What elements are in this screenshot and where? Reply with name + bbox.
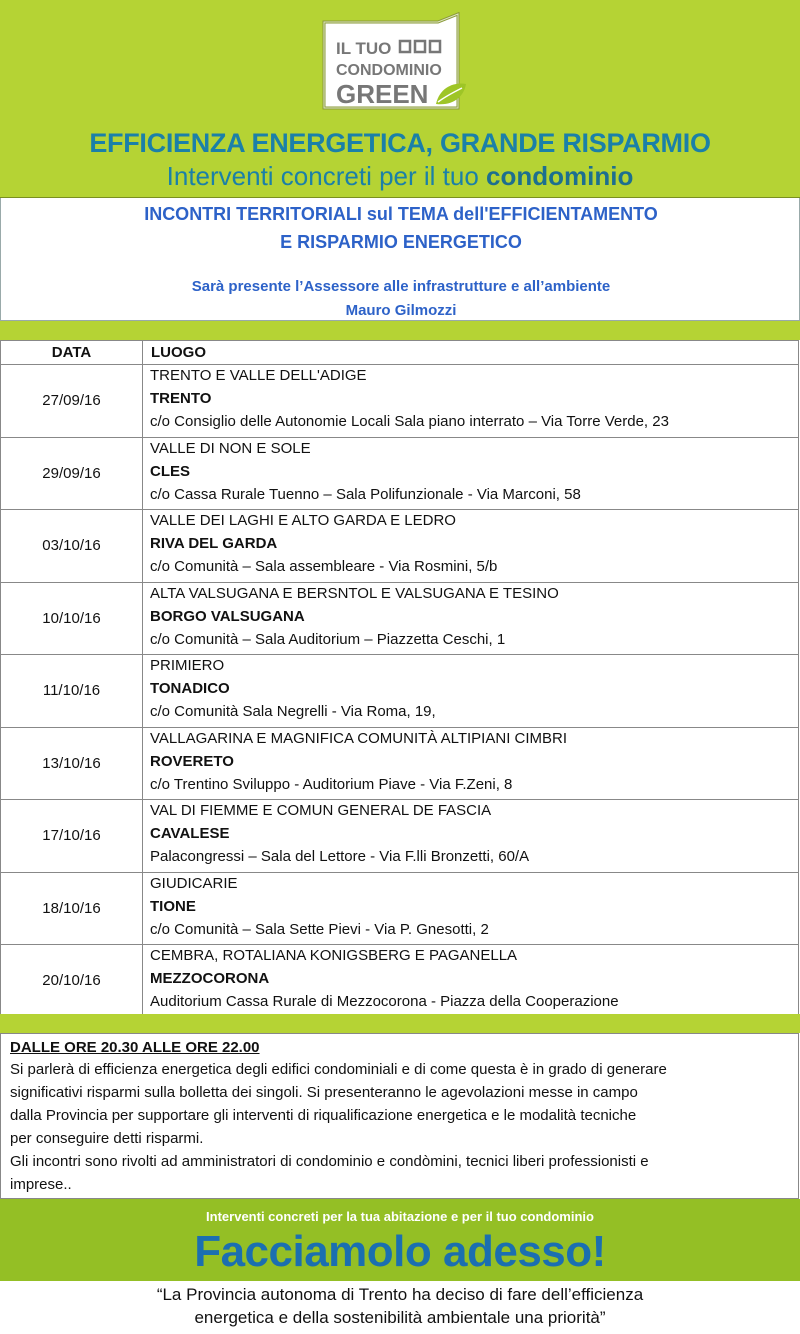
row-city: ROVERETO	[150, 752, 234, 770]
row-venue: Auditorium Cassa Rurale di Mezzocorona - Piazza della Cooperazione	[150, 993, 619, 1010]
description-line: Gli incontri sono rivolti ad amministratori di condominio e condòmini, tecnici liberi professionisti e	[10, 1153, 649, 1170]
description-line: per conseguire detti risparmi.	[10, 1130, 204, 1147]
intro-title-line2: E RISPARMIO ENERGETICO	[280, 232, 522, 252]
row-city: MEZZOCORONA	[150, 970, 270, 987]
row-date: 13/10/16	[42, 754, 101, 772]
quote-box	[0, 1281, 800, 1334]
description-line: dalla Provincia per supportare gli interventi di riqualificazione energetica e le modalità tecniche	[10, 1107, 637, 1124]
row-date: 11/10/16	[42, 682, 101, 699]
slogan-sub-prefix: Interventi concreti per il tuo	[166, 161, 479, 191]
row-date: 18/10/16	[42, 899, 101, 917]
table-row	[0, 655, 799, 728]
row-venue: c/o Comunità – Sala assembleare - Via Rosmini, 5/b	[150, 558, 498, 575]
header-banner	[0, 0, 800, 198]
table-row	[0, 728, 799, 801]
intro-box	[0, 198, 800, 321]
row-area: TRENTO E VALLE DELL'ADIGE	[150, 367, 367, 384]
description-line: significativi risparmi sulla bolletta dei singoli. Si presenteranno le agevolazioni messe in campo	[10, 1084, 638, 1101]
quote-line2: energetica e della sostenibilità ambientale una priorità”	[194, 1308, 606, 1327]
row-city: TIONE	[150, 897, 196, 915]
header-place: LUOGO	[151, 344, 206, 361]
row-date: 10/10/16	[42, 609, 101, 627]
footer-tagline: Interventi concreti per la tua abitazione e per il tuo condominio	[206, 1209, 594, 1224]
row-date: 17/10/16	[42, 827, 101, 844]
quote-line1: “La Provincia autonoma di Trento ha deciso di fare dell’efficienza	[156, 1285, 644, 1304]
table-header	[0, 340, 799, 365]
footer-banner	[0, 1199, 800, 1281]
slogan-main: EFFICIENZA ENERGETICA, GRANDE RISPARMIO	[89, 128, 711, 158]
intro-title-line1: INCONTRI TERRITORIALI sul TEMA dell'EFFICIENTAMENTO	[144, 204, 658, 224]
row-area: CEMBRA, ROTALIANA KONIGSBERG E PAGANELLA	[150, 947, 518, 964]
row-city: RIVA DEL GARDA	[150, 535, 278, 552]
time-title: DALLE ORE 20.30 ALLE ORE 22.00	[10, 1039, 260, 1056]
table-row	[0, 583, 799, 656]
intro-assessor-name: Mauro Gilmozzi	[345, 302, 457, 319]
svg-text:IL TUO: IL TUO	[336, 39, 392, 58]
row-venue: c/o Trentino Sviluppo - Auditorium Piave - Via F.Zeni, 8	[150, 775, 513, 793]
row-date: 27/09/16	[42, 392, 101, 409]
row-area: PRIMIERO	[150, 657, 225, 674]
row-area: VAL DI FIEMME E COMUN GENERAL DE FASCIA	[150, 802, 492, 819]
row-date: 20/10/16	[42, 972, 101, 989]
condominio-green-logo	[318, 12, 474, 120]
table-row	[0, 873, 799, 946]
header-date: DATA	[51, 344, 92, 361]
row-date: 03/10/16	[42, 537, 101, 554]
row-city: BORGO VALSUGANA	[150, 607, 305, 625]
row-city: TONADICO	[150, 680, 230, 697]
green-divider-2	[0, 1014, 800, 1033]
footer-headline: Facciamolo adesso!	[194, 1227, 606, 1276]
table-row	[0, 800, 799, 873]
slogan-sub-bold: condominio	[486, 161, 634, 191]
slogan-sub	[0, 161, 800, 192]
table-row	[0, 438, 799, 511]
table-row	[0, 365, 799, 438]
row-date: 29/09/16	[42, 464, 101, 482]
description-box	[0, 1033, 799, 1199]
row-city: CLES	[150, 462, 191, 480]
svg-text:CONDOMINIO: CONDOMINIO	[336, 62, 442, 79]
row-city: CAVALESE	[150, 825, 230, 842]
row-venue: c/o Comunità Sala Negrelli - Via Roma, 19,	[150, 703, 436, 720]
table-row	[0, 945, 799, 1018]
row-area: GIUDICARIE	[150, 874, 238, 892]
row-venue: c/o Consiglio delle Autonomie Locali Sala piano interrato – Via Torre Verde, 23	[150, 413, 669, 430]
row-venue: Palacongressi – Sala del Lettore - Via F.lli Bronzetti, 60/A	[150, 848, 530, 865]
row-venue: c/o Comunità – Sala Auditorium – Piazzetta Ceschi, 1	[150, 630, 506, 648]
svg-text:GREEN: GREEN	[336, 79, 429, 109]
green-divider	[0, 321, 800, 340]
row-city: TRENTO	[150, 390, 212, 407]
row-venue: c/o Cassa Rurale Tuenno – Sala Polifunzionale - Via Marconi, 58	[150, 485, 581, 503]
row-area: ALTA VALSUGANA E BERSNTOL E VALSUGANA E TESINO	[150, 584, 559, 602]
table-row	[0, 510, 799, 583]
description-line: imprese..	[10, 1176, 72, 1193]
row-area: VALLE DI NON E SOLE	[150, 439, 311, 457]
row-area: VALLAGARINA E MAGNIFICA COMUNITÀ ALTIPIANI CIMBRI	[150, 729, 568, 747]
intro-assessor-line: Sarà presente l’Assessore alle infrastrutture e all’ambiente	[191, 278, 611, 295]
row-venue: c/o Comunità – Sala Sette Pievi - Via P. Gnesotti, 2	[150, 920, 489, 938]
row-area: VALLE DEI LAGHI E ALTO GARDA E LEDRO	[150, 512, 456, 529]
description-line: Si parlerà di efficienza energetica degli edifici condominiali e di come questa è in grado di generare	[10, 1061, 667, 1078]
